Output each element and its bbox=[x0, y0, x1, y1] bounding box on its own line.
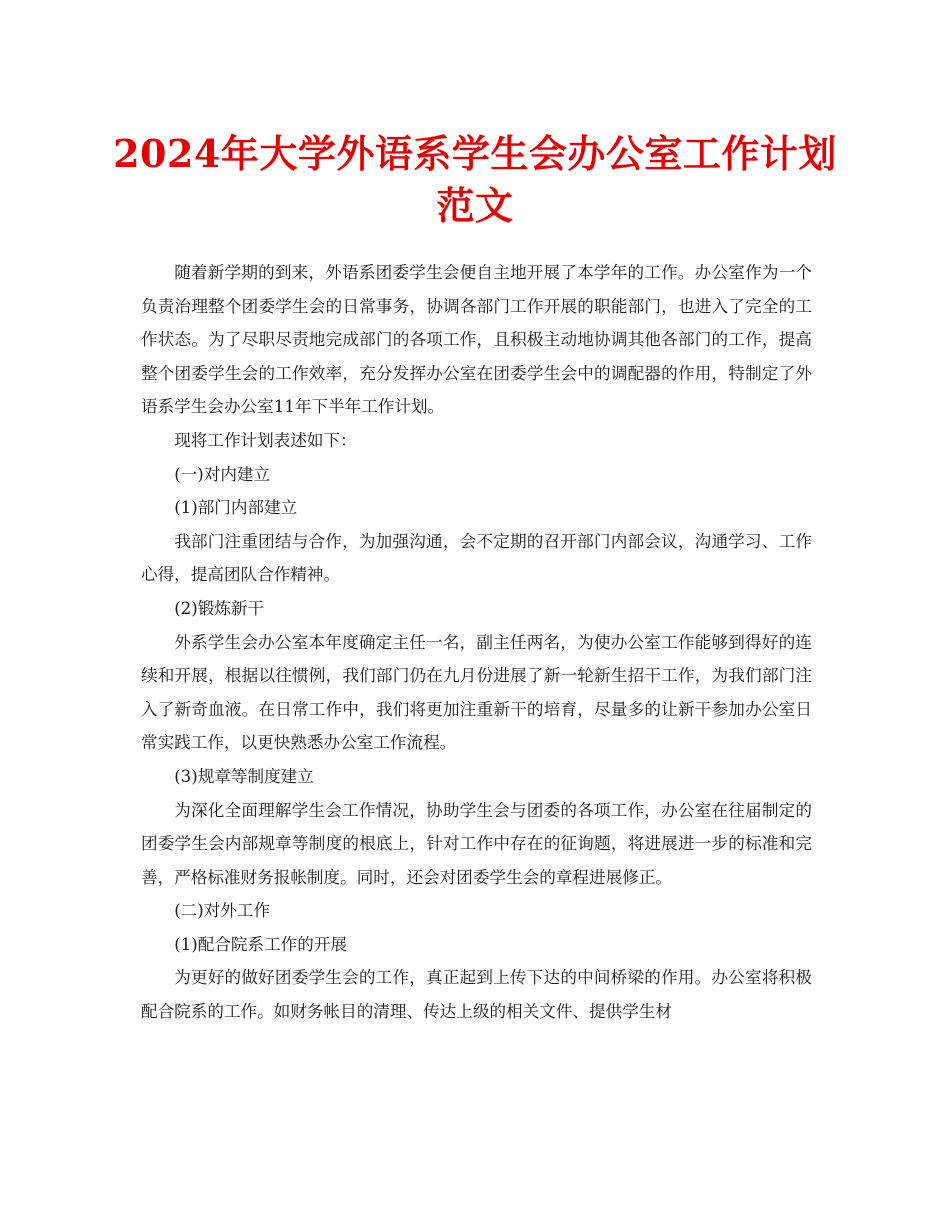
subheading-new-staff: (2)锻炼新干 bbox=[174, 598, 265, 618]
document-body bbox=[141, 256, 812, 1029]
document-title: 2024年大学外语系学生会办公室工作计划范文 bbox=[113, 131, 837, 228]
paragraph-plan-lead: 现将工作计划表述如下： bbox=[174, 430, 357, 450]
paragraph-new-staff: 外系学生会办公室本年度确定主任一名，副主任两名，为使办公室工作能够到得好的连续和开展，根据以往惯例，我们部门仍在九月份进展了新一轮新生招干工作，为我们部门注入了新奇血液。在日常工作中，我们将更加注重新干的培育，尽量多的让新干参加办公室日常实践工作，以更快熟悉办公室工作流程。 bbox=[141, 632, 812, 753]
section-heading-external: (二)对外工作 bbox=[174, 901, 271, 921]
paragraph-rules: 为深化全面理解学生会工作情况，协助学生会与团委的各项工作，办公室在往届制定的团委学生会内部规章等制度的根底上，针对工作中存在的征询题，将进展进一步的标准和完善，严格标准财务报帐制度。同时，还会对团委学生会的章程进展修正。 bbox=[141, 800, 812, 887]
paragraph-intro: 随着新学期的到来，外语系团委学生会便自主地开展了本学年的工作。办公室作为一个负责治理整个团委学生会的日常事务，协调各部门工作开展的职能部门，也进入了完全的工作状态。为了尽职尽责地完成部门的各项工作，且积极主动地协调其他各部门的工作，提高整个团委学生会的工作效率，充分发挥办公室在团委学生会中的调配器的作用，特制定了外语系学生会办公室11年下半年工作计划。 bbox=[141, 263, 812, 417]
section-heading-internal: (一)对内建立 bbox=[174, 464, 271, 484]
paragraph-cooperation: 为更好的做好团委学生会的工作，真正起到上传下达的中间桥梁的作用。办公室将积极配合院系的工作。如财务帐目的清理、传达上级的相关文件、提供学生材 bbox=[141, 968, 812, 1022]
subheading-rules: (3)规章等制度建立 bbox=[174, 766, 314, 786]
subheading-department: (1)部门内部建立 bbox=[174, 498, 298, 518]
paragraph-department: 我部门注重团结与合作，为加强沟通，会不定期的召开部门内部会议，沟通学习、工作心得，提高团队合作精神。 bbox=[141, 531, 812, 585]
subheading-cooperation: (1)配合院系工作的开展 bbox=[174, 934, 348, 954]
